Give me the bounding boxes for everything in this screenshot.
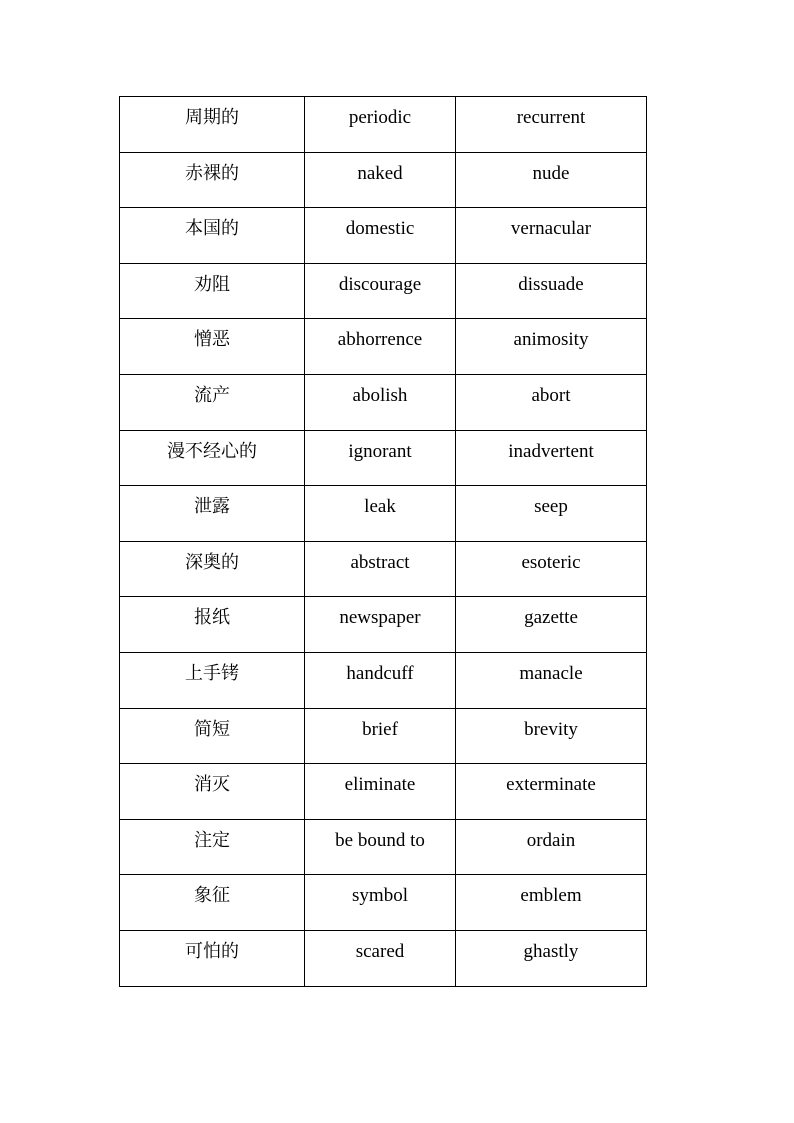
vocabulary-table <box>119 96 647 987</box>
chinese-term: 本国的 <box>185 218 239 240</box>
chinese-term-cell <box>120 430 305 486</box>
english-term-cell <box>305 652 456 708</box>
synonym-cell <box>456 486 647 542</box>
table-row <box>120 486 647 542</box>
table-row <box>120 597 647 653</box>
synonym-cell <box>456 374 647 430</box>
synonym-cell <box>456 208 647 264</box>
table-row <box>120 652 647 708</box>
english-term: domestic <box>345 218 415 240</box>
english-term: leak <box>364 496 396 518</box>
chinese-term-cell <box>120 708 305 764</box>
english-term: periodic <box>348 107 412 128</box>
chinese-term-cell <box>120 208 305 264</box>
english-term-cell <box>305 374 456 430</box>
table-row <box>120 708 647 764</box>
chinese-term: 周期的 <box>185 107 239 128</box>
english-term-cell <box>305 208 456 264</box>
synonym-term: brevity <box>524 718 578 740</box>
chinese-term-cell <box>120 374 305 430</box>
chinese-term: 注定 <box>194 829 230 851</box>
synonym-cell <box>456 97 647 153</box>
chinese-term-cell <box>120 652 305 708</box>
chinese-term-cell <box>120 319 305 375</box>
chinese-term: 上手铐 <box>185 662 239 684</box>
chinese-term: 深奥的 <box>185 551 239 573</box>
synonym-term: ordain <box>526 829 576 851</box>
chinese-term-cell <box>120 541 305 597</box>
chinese-term-cell <box>120 764 305 820</box>
table-row <box>120 430 647 486</box>
table-row <box>120 764 647 820</box>
table-row <box>120 819 647 875</box>
english-term-cell <box>305 875 456 931</box>
synonym-term: ghastly <box>523 940 579 962</box>
english-term: be bound to <box>335 829 425 851</box>
table-row <box>120 208 647 264</box>
english-term: discourage <box>338 273 422 295</box>
chinese-term: 报纸 <box>194 607 230 629</box>
chinese-term-cell <box>120 486 305 542</box>
chinese-term: 泄露 <box>194 496 230 518</box>
english-term: brief <box>362 718 398 740</box>
english-term: abstract <box>350 551 410 573</box>
synonym-cell <box>456 541 647 597</box>
english-term-cell <box>305 819 456 875</box>
synonym-cell <box>456 708 647 764</box>
synonym-term: seep <box>534 496 568 518</box>
english-term-cell <box>305 486 456 542</box>
chinese-term: 可怕的 <box>185 940 239 962</box>
synonym-cell <box>456 764 647 820</box>
chinese-term-cell <box>120 152 305 208</box>
chinese-term-cell <box>120 930 305 986</box>
synonym-term: esoteric <box>521 551 581 573</box>
table-row <box>120 374 647 430</box>
synonym-term: recurrent <box>516 107 586 128</box>
english-term: naked <box>357 162 403 184</box>
synonym-term: manacle <box>519 662 583 684</box>
synonym-term: inadvertent <box>508 440 594 462</box>
english-term-cell <box>305 597 456 653</box>
chinese-term-cell <box>120 597 305 653</box>
chinese-term: 劝阻 <box>194 273 230 295</box>
synonym-cell <box>456 263 647 319</box>
english-term: abhorrence <box>337 329 423 351</box>
table-row <box>120 263 647 319</box>
chinese-term-cell <box>120 819 305 875</box>
english-term-cell <box>305 152 456 208</box>
chinese-term: 消灭 <box>194 774 230 796</box>
english-term-cell <box>305 319 456 375</box>
chinese-term: 流产 <box>194 384 230 406</box>
english-term-cell <box>305 708 456 764</box>
synonym-term: abort <box>531 384 571 406</box>
table-row <box>120 541 647 597</box>
english-term-cell <box>305 97 456 153</box>
english-term: handcuff <box>346 662 414 684</box>
synonym-cell <box>456 652 647 708</box>
table-row <box>120 319 647 375</box>
chinese-term: 简短 <box>194 718 230 740</box>
synonym-term: gazette <box>524 607 578 629</box>
chinese-term-cell <box>120 263 305 319</box>
synonym-term: exterminate <box>506 774 596 796</box>
english-term-cell <box>305 541 456 597</box>
table-row <box>120 875 647 931</box>
synonym-cell <box>456 597 647 653</box>
synonym-cell <box>456 930 647 986</box>
english-term-cell <box>305 930 456 986</box>
synonym-term: emblem <box>520 885 582 907</box>
vocabulary-table-body <box>120 97 647 987</box>
synonym-term: animosity <box>513 329 589 351</box>
english-term-cell <box>305 263 456 319</box>
chinese-term-cell <box>120 875 305 931</box>
synonym-cell <box>456 819 647 875</box>
chinese-term: 象征 <box>194 885 230 907</box>
english-term-cell <box>305 430 456 486</box>
synonym-cell <box>456 319 647 375</box>
english-term: eliminate <box>344 774 416 796</box>
synonym-cell <box>456 875 647 931</box>
english-term-cell <box>305 764 456 820</box>
english-term: newspaper <box>339 607 421 629</box>
synonym-cell <box>456 430 647 486</box>
synonym-term: nude <box>532 162 570 184</box>
english-term: symbol <box>352 885 408 907</box>
table-row <box>120 930 647 986</box>
chinese-term: 憎恶 <box>194 329 230 351</box>
english-term: scared <box>355 940 405 962</box>
chinese-term: 赤裸的 <box>185 162 239 184</box>
chinese-term: 漫不经心的 <box>167 440 257 462</box>
table-row <box>120 97 647 153</box>
table-row <box>120 152 647 208</box>
chinese-term-cell <box>120 97 305 153</box>
synonym-term: vernacular <box>510 218 592 240</box>
synonym-term: dissuade <box>518 273 584 295</box>
english-term: ignorant <box>348 440 412 462</box>
english-term: abolish <box>352 384 408 406</box>
synonym-cell <box>456 152 647 208</box>
